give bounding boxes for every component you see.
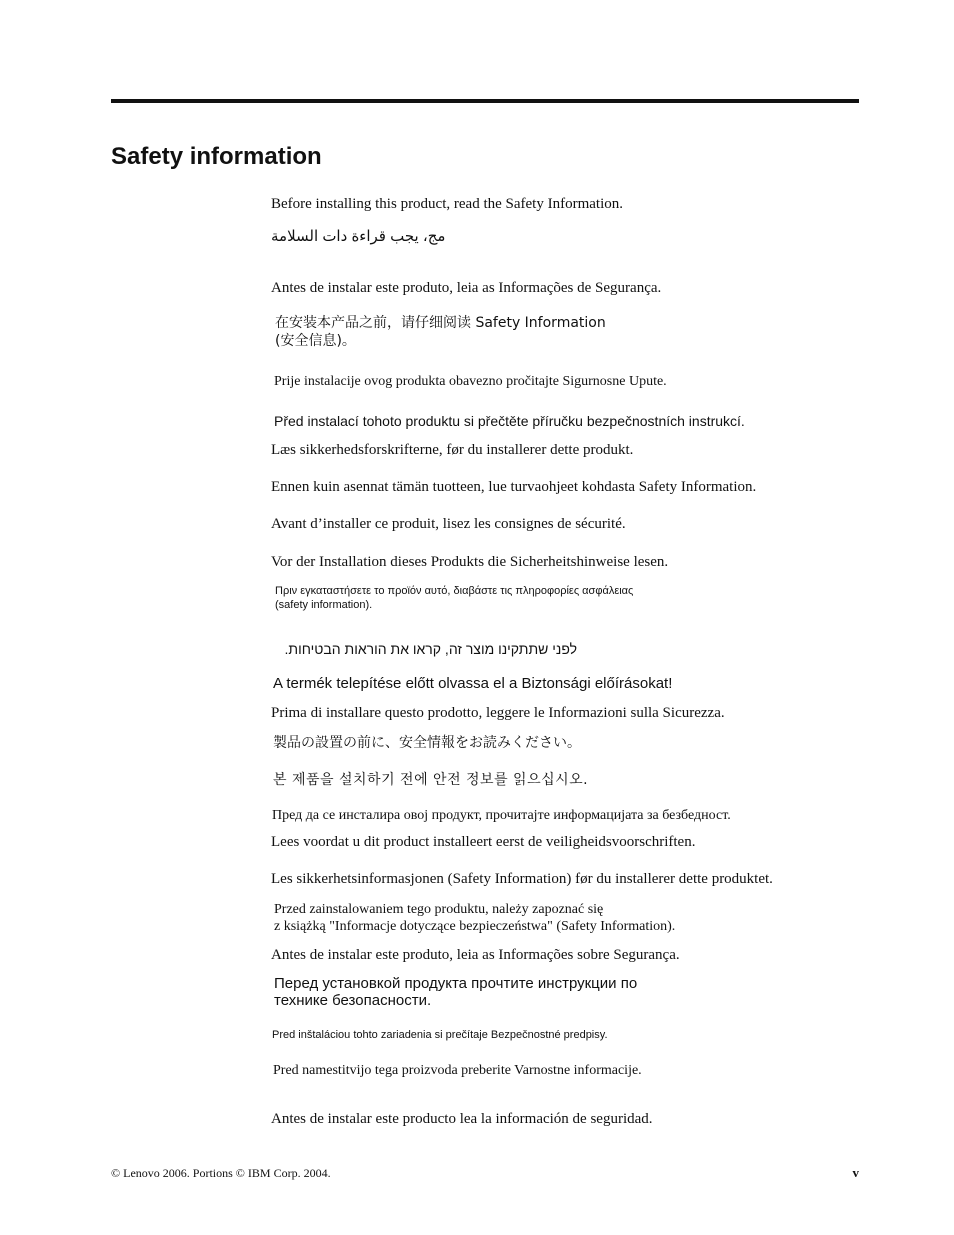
notice-croatian: Prije instalacije ovog produkta obavezno pročitajte Sigurnosne Upute. <box>274 374 667 389</box>
header-rule <box>111 99 859 103</box>
notice-slovenian: Pred namestitvijo tega proizvoda preberite Varnostne informacije. <box>273 1063 642 1078</box>
notice-chinese-simplified-line1: 在安装本产品之前，请仔细阅读 Safety Information <box>275 315 606 331</box>
notice-spanish: Antes de instalar este producto lea la información de seguridad. <box>271 1111 653 1127</box>
notice-russian-line2: технике безопасности. <box>274 992 432 1009</box>
notice-chinese-simplified-line2: (安全信息)。 <box>275 333 356 349</box>
notice-polish-line1: Przed zainstalowaniem tego produktu, należy zapoznać się <box>274 902 604 917</box>
notice-portuguese-brazil: Antes de instalar este produto, leia as Informações de Segurança. <box>271 280 662 296</box>
notice-polish-line2: z książką "Informacje dotyczące bezpieczeństwa" (Safety Information). <box>274 919 676 934</box>
notice-french: Avant d’installer ce produit, lisez les consignes de sécurité. <box>271 516 626 532</box>
notice-macedonian: Пред да се инсталира овој продукт, прочитајте информацијата за безбедност. <box>272 808 731 823</box>
notice-german: Vor der Installation dieses Produkts die Sicherheitshinweise lesen. <box>271 554 669 570</box>
notice-finnish: Ennen kuin asennat tämän tuotteen, lue turvaohjeet kohdasta Safety Information. <box>271 479 757 495</box>
notice-portuguese: Antes de instalar este produto, leia as Informações sobre Segurança. <box>271 947 680 963</box>
notice-russian-line1: Перед установкой продукта прочтите инструкции по <box>274 975 638 992</box>
page-title: Safety information <box>111 143 322 170</box>
notice-korean: 본 제품을 설치하기 전에 안전 정보를 읽으십시오. <box>273 772 589 788</box>
notice-slovak: Pred inštaláciou tohto zariadenia si prečítaje Bezpečnostné predpisy. <box>272 1029 608 1041</box>
footer-copyright: © Lenovo 2006. Portions © IBM Corp. 2004. <box>111 1166 331 1180</box>
notice-czech: Před instalací tohoto produktu si přečtěte příručku bezpečnostních instrukcí. <box>274 413 745 429</box>
notice-greek-line1: Πριν εγκαταστήσετε το προϊόν αυτό, διαβάστε τις πληροφορίες ασφάλειας <box>275 585 634 597</box>
notice-hungarian: A termék telepítése előtt olvassa el a Biztonsági előírásokat! <box>273 675 673 692</box>
notice-danish: Læs sikkerhedsforskrifterne, før du installerer dette produkt. <box>271 442 634 458</box>
notice-english: Before installing this product, read the Safety Information. <box>271 196 623 212</box>
notice-dutch: Lees voordat u dit product installeert eerst de veiligheidsvoorschriften. <box>271 834 696 850</box>
notice-hebrew: לפני שתתקינו מוצר זה, קראו את הוראות הבטיחות. <box>284 641 577 657</box>
page-number: v <box>852 1165 859 1180</box>
notice-greek-line2: (safety information). <box>275 599 373 611</box>
notice-arabic: مج، يجب قراءة دات السلامة <box>271 228 446 245</box>
notice-italian: Prima di installare questo prodotto, leggere le Informazioni sulla Sicurezza. <box>271 705 725 721</box>
notice-japanese: 製品の設置の前に、安全情報をお読みください。 <box>273 735 581 751</box>
notice-norwegian: Les sikkerhetsinformasjonen (Safety Information) før du installerer dette produktet. <box>271 871 773 887</box>
